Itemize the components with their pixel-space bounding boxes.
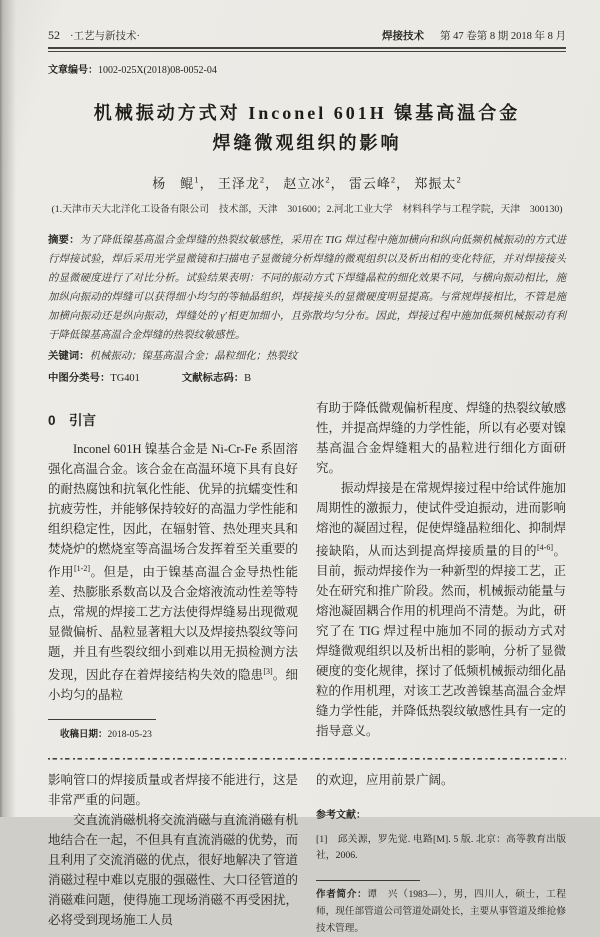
doc-code-value: B [244, 373, 252, 384]
bio-label: 作者简介： [316, 889, 368, 901]
clc-value: TG401 [110, 373, 140, 384]
doc-code-label: 文献标志码： [181, 373, 245, 384]
author-affil-sup: 2 [390, 174, 397, 185]
bottom-paragraph-2: 交直流消磁机将交流消磁与直流消磁有机地结合在一起，不但具有直流消磁的优势，而且利用了交流消磁的优点，很好地解决了管道消磁过程中难以克服的强磁性、大口径管道的消磁难问题，使得施工现场消磁不再受困扰，必将受到现场施工人员 [48, 813, 299, 928]
section-label: ·工艺与新技术· [70, 31, 140, 42]
abstract-label: 摘要： [48, 235, 80, 246]
intro-paragraph-2: 振动焊接是在常规焊接过程中给试件施加周期性的激振力，使试件受迫振动，进而影响熔池的凝固过程，促使焊缝晶粒细化、抑制焊接缺陷，从而达到提高焊接质量的目的[4-6]。目前，振动焊接作为一种新型的焊接工艺，正处在研究和推广阶段。然而，机械振动能量与熔池凝固耦合作用的机理尚不清楚。为此，研究了在 TIG 焊过程中施加不同的振动方式对焊缝微观组织以及析出相的影响，分析了显微硬度的变化规律，探讨了低频机械振动细化晶粒的作用机理，对该工艺改善镍基高温合金焊缝力学性能，并降低热裂纹敏感性具有一定的指导意义。 [316, 481, 567, 739]
issue-info: 第 47 卷第 8 期 2018 年 8 月 [440, 31, 566, 42]
author: 赵立冰$^2$， [283, 174, 345, 191]
author: 郑振太$^2$ [414, 174, 462, 191]
classification-line [48, 369, 566, 384]
running-header [48, 28, 566, 43]
page-number: 52 [48, 28, 60, 42]
article-title [48, 98, 566, 158]
bottom-columns [48, 770, 566, 937]
reference-item: [1] 邱关源，罗先觉. 电路[M]. 5 版. 北京：高等教育出版社，2006. [316, 834, 566, 862]
bottom-paragraph-3: 的欢迎，应用前景广阔。 [316, 773, 454, 788]
intro-paragraph-1-continued: 有助于降低微观偏析程度、焊缝的热裂纹敏感性，并提高焊缝的力学性能，所以有必要对镍基高温合金焊缝粗大的晶粒进行细化方面研究。 [316, 401, 567, 475]
bottom-right-column [316, 770, 566, 937]
bio-rule [316, 880, 420, 881]
article-number-label: 文章编号： [48, 65, 98, 76]
bio-text: 谭 兴（1983—），男，四川人，硕士，工程师，现任部管道公司管道处副处长，主要从事管道及维抢修技术管理。 [316, 889, 567, 935]
header-double-rule [48, 47, 566, 52]
bottom-paragraph-1: 影响管口的焊接质量或者焊接不能进行，这是非常严重的问题。 [48, 773, 299, 808]
keywords-label: 关键词： [48, 351, 90, 362]
running-header-left [48, 28, 140, 43]
references-label: 参考文献： [316, 810, 366, 822]
running-header-right [382, 28, 566, 43]
author-affil-sup: 2 [456, 174, 462, 185]
author: 杨 鲲$^1$， [152, 174, 214, 191]
author-bio-block [316, 880, 566, 937]
citation-ref: [3] [263, 667, 273, 677]
right-column [316, 398, 566, 745]
article-number-line [48, 61, 566, 76]
affiliation-line: (1.天津市天大北洋化工设备有限公司 技术部，天津 301600；2.河北工业大学 材料科学与工程学院，天津 300130) [51, 204, 563, 215]
citation-ref: [1-2] [74, 564, 90, 573]
received-date-label: 收稿日期： [60, 729, 108, 741]
author: 雷云峰$^2$， [348, 174, 411, 191]
clc-label: 中图分类号： [48, 373, 111, 384]
dashed-separator [48, 757, 566, 760]
received-date-footnote [48, 719, 298, 745]
author-affil-sup: 1 [194, 174, 200, 185]
keywords-text: 机械振动；镍基高温合金；晶粒细化；热裂纹 [89, 351, 298, 362]
keywords-line [48, 347, 566, 366]
footnote-rule [48, 719, 156, 720]
references-block [316, 806, 566, 864]
author: 王泽龙$^2$， [217, 174, 280, 191]
received-date-value: 2018-05-23 [107, 730, 152, 741]
author-affil-sup: 2 [259, 174, 266, 185]
authors-line [48, 173, 566, 192]
article-title-line2: 焊缝微观组织的影响 [212, 133, 402, 153]
journal-name: 焊接技术 [382, 30, 424, 42]
footnote-text [48, 725, 298, 745]
body-columns [48, 398, 566, 745]
article-number-value: 1002-025X(2018)08-0052-04 [98, 65, 217, 76]
abstract-text: 为了降低镍基高温合金焊缝的热裂纹敏感性，采用在 TIG 焊过程中施加横向和纵向低频机械振动的方式进行焊接试验，焊后采用光学显微镜和扫描电子显微镜分析焊缝的微观组织以及析出相的变化特征，并对焊接接头的显微硬度进行了对比分析。试验结果表明：不同的振动方式下焊缝晶粒的细化效果不同，与横向振动相比，施加纵向振动的焊缝可以获得细小均匀的等轴晶组织，焊接接头的显微硬度明显提高。与常规焊接相比，不管是施加横向振动还是纵向振动，焊缝处的 γ′相更加细小，且弥散均匀分布。因此，焊接过程中施加低频机械振动有利于降低镍基高温合金焊缝的热裂纹敏感性。 [48, 235, 566, 341]
left-column [48, 398, 298, 745]
abstract-block [48, 231, 566, 345]
bottom-left-column [48, 770, 298, 937]
citation-ref: [4-6] [536, 543, 553, 552]
intro-paragraph-1: Inconel 601H 镍基合金是 Ni-Cr-Fe 系固溶强化高温合金。该合金在高温环境下具有良好的耐热腐蚀和抗氧化性能、优异的抗蠕变性和抗疲劳性，并能够保持较好的高温力学性能和组织稳定性，因此，在辐射管、热处理夹具和焚烧炉的燃烧室等高温场合发挥着至关重要的作用[1-2]。但是，由于镍基高温合金导热性能差、热膨胀系数高以及合金熔液流动性差等特点，常规的焊接工艺方法使得焊缝易出现微观显微偏析、晶粒显著粗大以及焊接热裂纹等问题，并且有些裂纹细小到难以用无损检测方法发现，因此存在着焊接结构失效的隐患[3]。细小均匀的晶粒 [48, 442, 299, 703]
author-affil-sup: 2 [325, 174, 331, 185]
article-title-line1: 机械振动方式对 Inconel 601H 镍基高温合金 [93, 103, 521, 123]
section-heading-intro: 0 引言 [48, 413, 97, 428]
